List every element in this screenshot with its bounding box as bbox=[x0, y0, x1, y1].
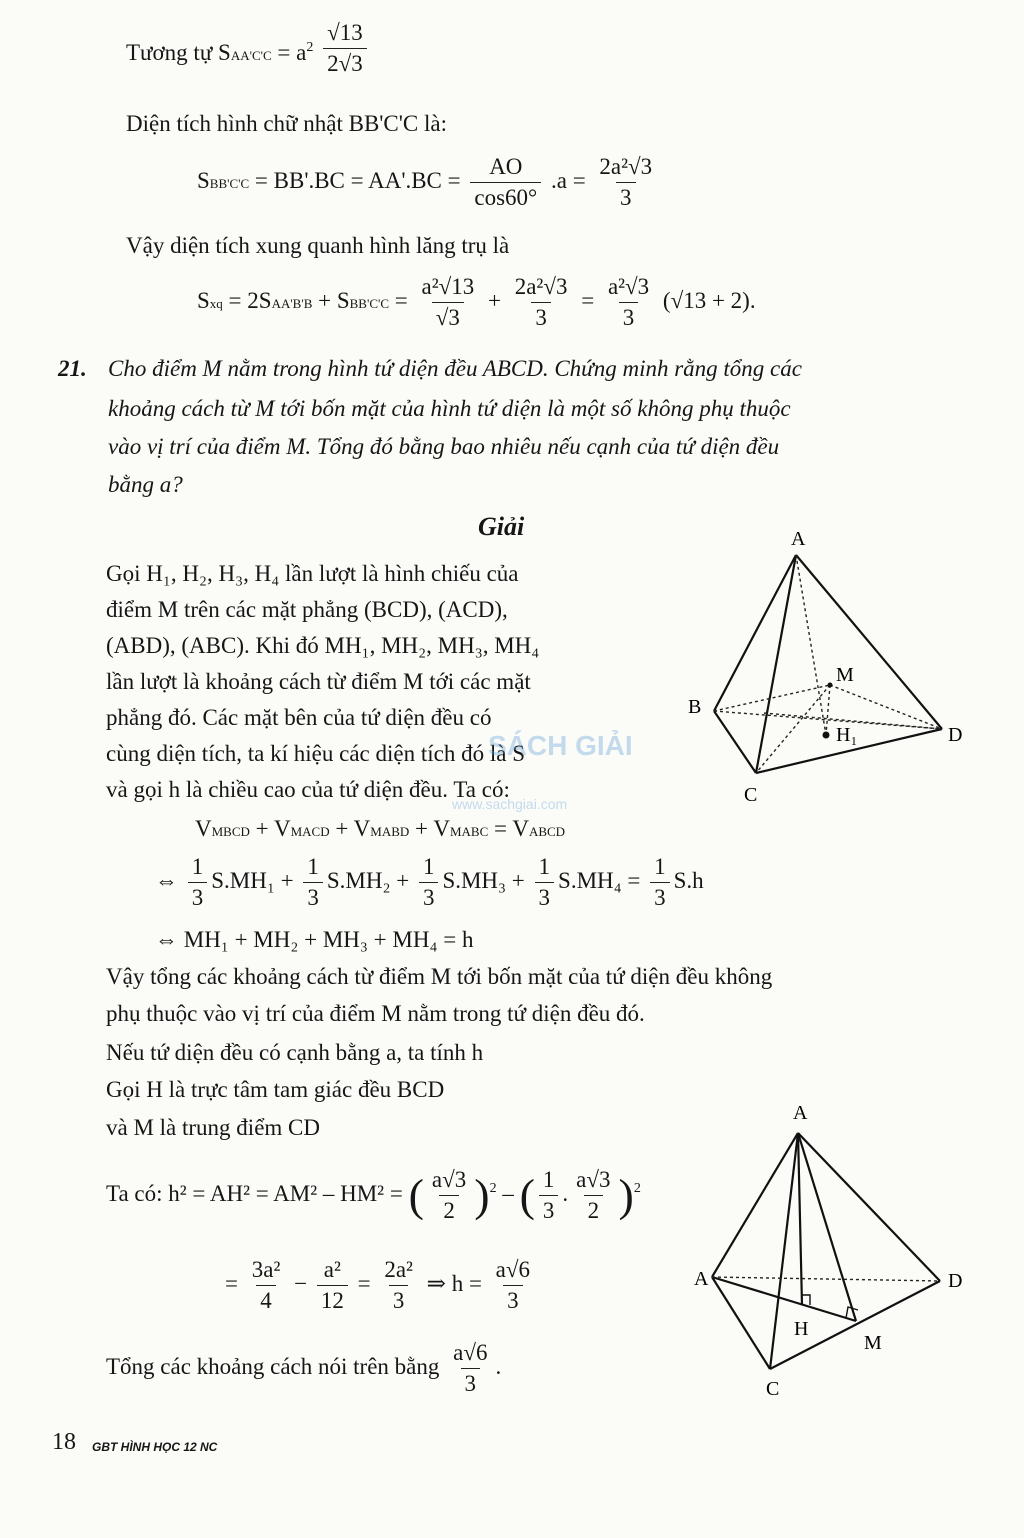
fig1-label-h1: H₁ bbox=[836, 724, 858, 746]
fig2-label-c: C bbox=[766, 1378, 780, 1400]
line-tuong-tu: Tương tự $SAA'C'C = a^2$ $\frac{√13}{2√3}$ bbox=[126, 30, 371, 79]
fig1-label-m: M bbox=[836, 664, 854, 686]
problem-number: 21. bbox=[58, 356, 87, 381]
eq-h-squared: Ta có: h² = AH² = AM² – HM² = ( $\frac{a√3}{2}$ )$^2$ – ( $\frac{1}{3}$ . $\frac{a√3}{2}$ )$^2$ bbox=[106, 1165, 641, 1226]
fig1-label-b: B bbox=[688, 696, 702, 718]
line-sbbcc: SBB'C'C = BB'.BC = AA'.BC = $\frac{AO}{\cos 60^\circ}$ .a = $\frac{\text{2a²√3}}{3}$ bbox=[197, 152, 660, 213]
p1-line: (ABD), (ABC). Khi đó MH₁, MH₂, MH₃, MH₄ bbox=[106, 633, 540, 658]
problem-line-4: bằng a? bbox=[108, 472, 183, 497]
p1-line: lần lượt là khoảng cách từ điểm M tới các mặt bbox=[106, 669, 531, 694]
p1-line: điểm M trên các mặt phẳng (BCD), (ACD), bbox=[106, 597, 508, 622]
watermark-brand: SÁCH GIẢI bbox=[488, 730, 633, 761]
line-sxq: Sxq = 2SAA'B'B + SBB'C'C = $\frac{\text{a²√13}}{√3}$ + $\frac{\text{2a²√3}}{3}$ = $\frac{\text{a²√3}}{3}$ (√13 + 2). bbox=[197, 272, 756, 333]
watermark-url: www.sachgiai.com bbox=[452, 796, 568, 812]
fig1-label-c: C bbox=[744, 784, 758, 806]
p2-line: phụ thuộc vào vị trí của điểm M nằm trong tứ diện đều đó. bbox=[106, 1001, 645, 1026]
eq-volume-sum: VMBCD + VMACD + VMABD + VMABC = VABCD bbox=[195, 816, 566, 841]
eq-h-result: = $\frac{\text{3a²}}{4}$ − $\frac{\text{a²}}{12}$ = $\frac{\text{2a²}}{3}$ ⇒ h = $\frac{a√6}{3}$ bbox=[225, 1255, 538, 1316]
p1-line: Gọi H₁, H₂, H₃, H₄ lần lượt là hình chiếu của bbox=[106, 561, 519, 586]
problem-line-2: khoảng cách từ M tới bốn mặt của hình tứ diện là một số không phụ thuộc bbox=[108, 396, 791, 421]
fig2-label-a-left: A bbox=[694, 1268, 709, 1290]
fig1-label-a: A bbox=[791, 528, 806, 550]
p1-line: cùng diện tích, ta kí hiệu các diện tích đó là S bbox=[106, 741, 525, 766]
p1-line: phẳng đó. Các mặt bên của tứ diện đều có bbox=[106, 705, 492, 730]
fig2-label-m: M bbox=[864, 1332, 882, 1354]
line-dien-tich-hcn: Diện tích hình chữ nhật BB'C'C là: bbox=[126, 111, 448, 136]
line-vay-dien-tich: Vậy diện tích xung quanh hình lăng trụ là bbox=[126, 233, 510, 258]
p2-line: Nếu tứ diện đều có cạnh bằng a, ta tính h bbox=[106, 1040, 484, 1065]
page-number: 18 bbox=[52, 1429, 76, 1455]
fig1-label-d: D bbox=[948, 724, 963, 746]
solution-heading: Giải bbox=[478, 512, 525, 541]
problem-line-3: vào vị trí của điểm M. Tổng đó bằng bao nhiêu nếu cạnh của tứ diện đều bbox=[108, 434, 780, 459]
eq-thirds: ⇔ $\frac{1}{3}$ S.MH₁ + $\frac{1}{3}$ S.MH₂ + $\frac{1}{3}$ S.MH₃ + $\frac{1}{3}$ S.MH₄ = $\frac{1}{3}$ S.h bbox=[155, 852, 704, 913]
p2-line: Vậy tổng các khoảng cách từ điểm M tới bốn mặt của tứ diện đều không bbox=[106, 964, 773, 989]
fig2-label-d: D bbox=[948, 1270, 963, 1292]
tetrahedron-figure-1 bbox=[680, 525, 980, 815]
p2-line: Gọi H là trực tâm tam giác đều BCD bbox=[106, 1077, 445, 1102]
problem-line-1: Cho điểm M nằm trong hình tứ diện đều ABCD. Chứng minh rằng tổng các bbox=[108, 356, 802, 381]
p1-line: và gọi h là chiều cao của tứ diện đều. Ta có: bbox=[106, 777, 510, 802]
eq-sum-distances: ⇔ MH₁ + MH₂ + MH₃ + MH₄ = h bbox=[155, 927, 474, 952]
final-answer: Tổng các khoảng cách nói trên bằng $\frac{a√6}{3}$ . bbox=[106, 1338, 501, 1399]
fig2-label-h: H bbox=[794, 1318, 809, 1340]
book-title: GBT HÌNH HỌC 12 NC bbox=[92, 1440, 218, 1454]
tetrahedron-figure-2 bbox=[690, 1095, 980, 1405]
fig2-label-a-top: A bbox=[793, 1102, 808, 1124]
p2-line: và M là trung điểm CD bbox=[106, 1115, 320, 1140]
